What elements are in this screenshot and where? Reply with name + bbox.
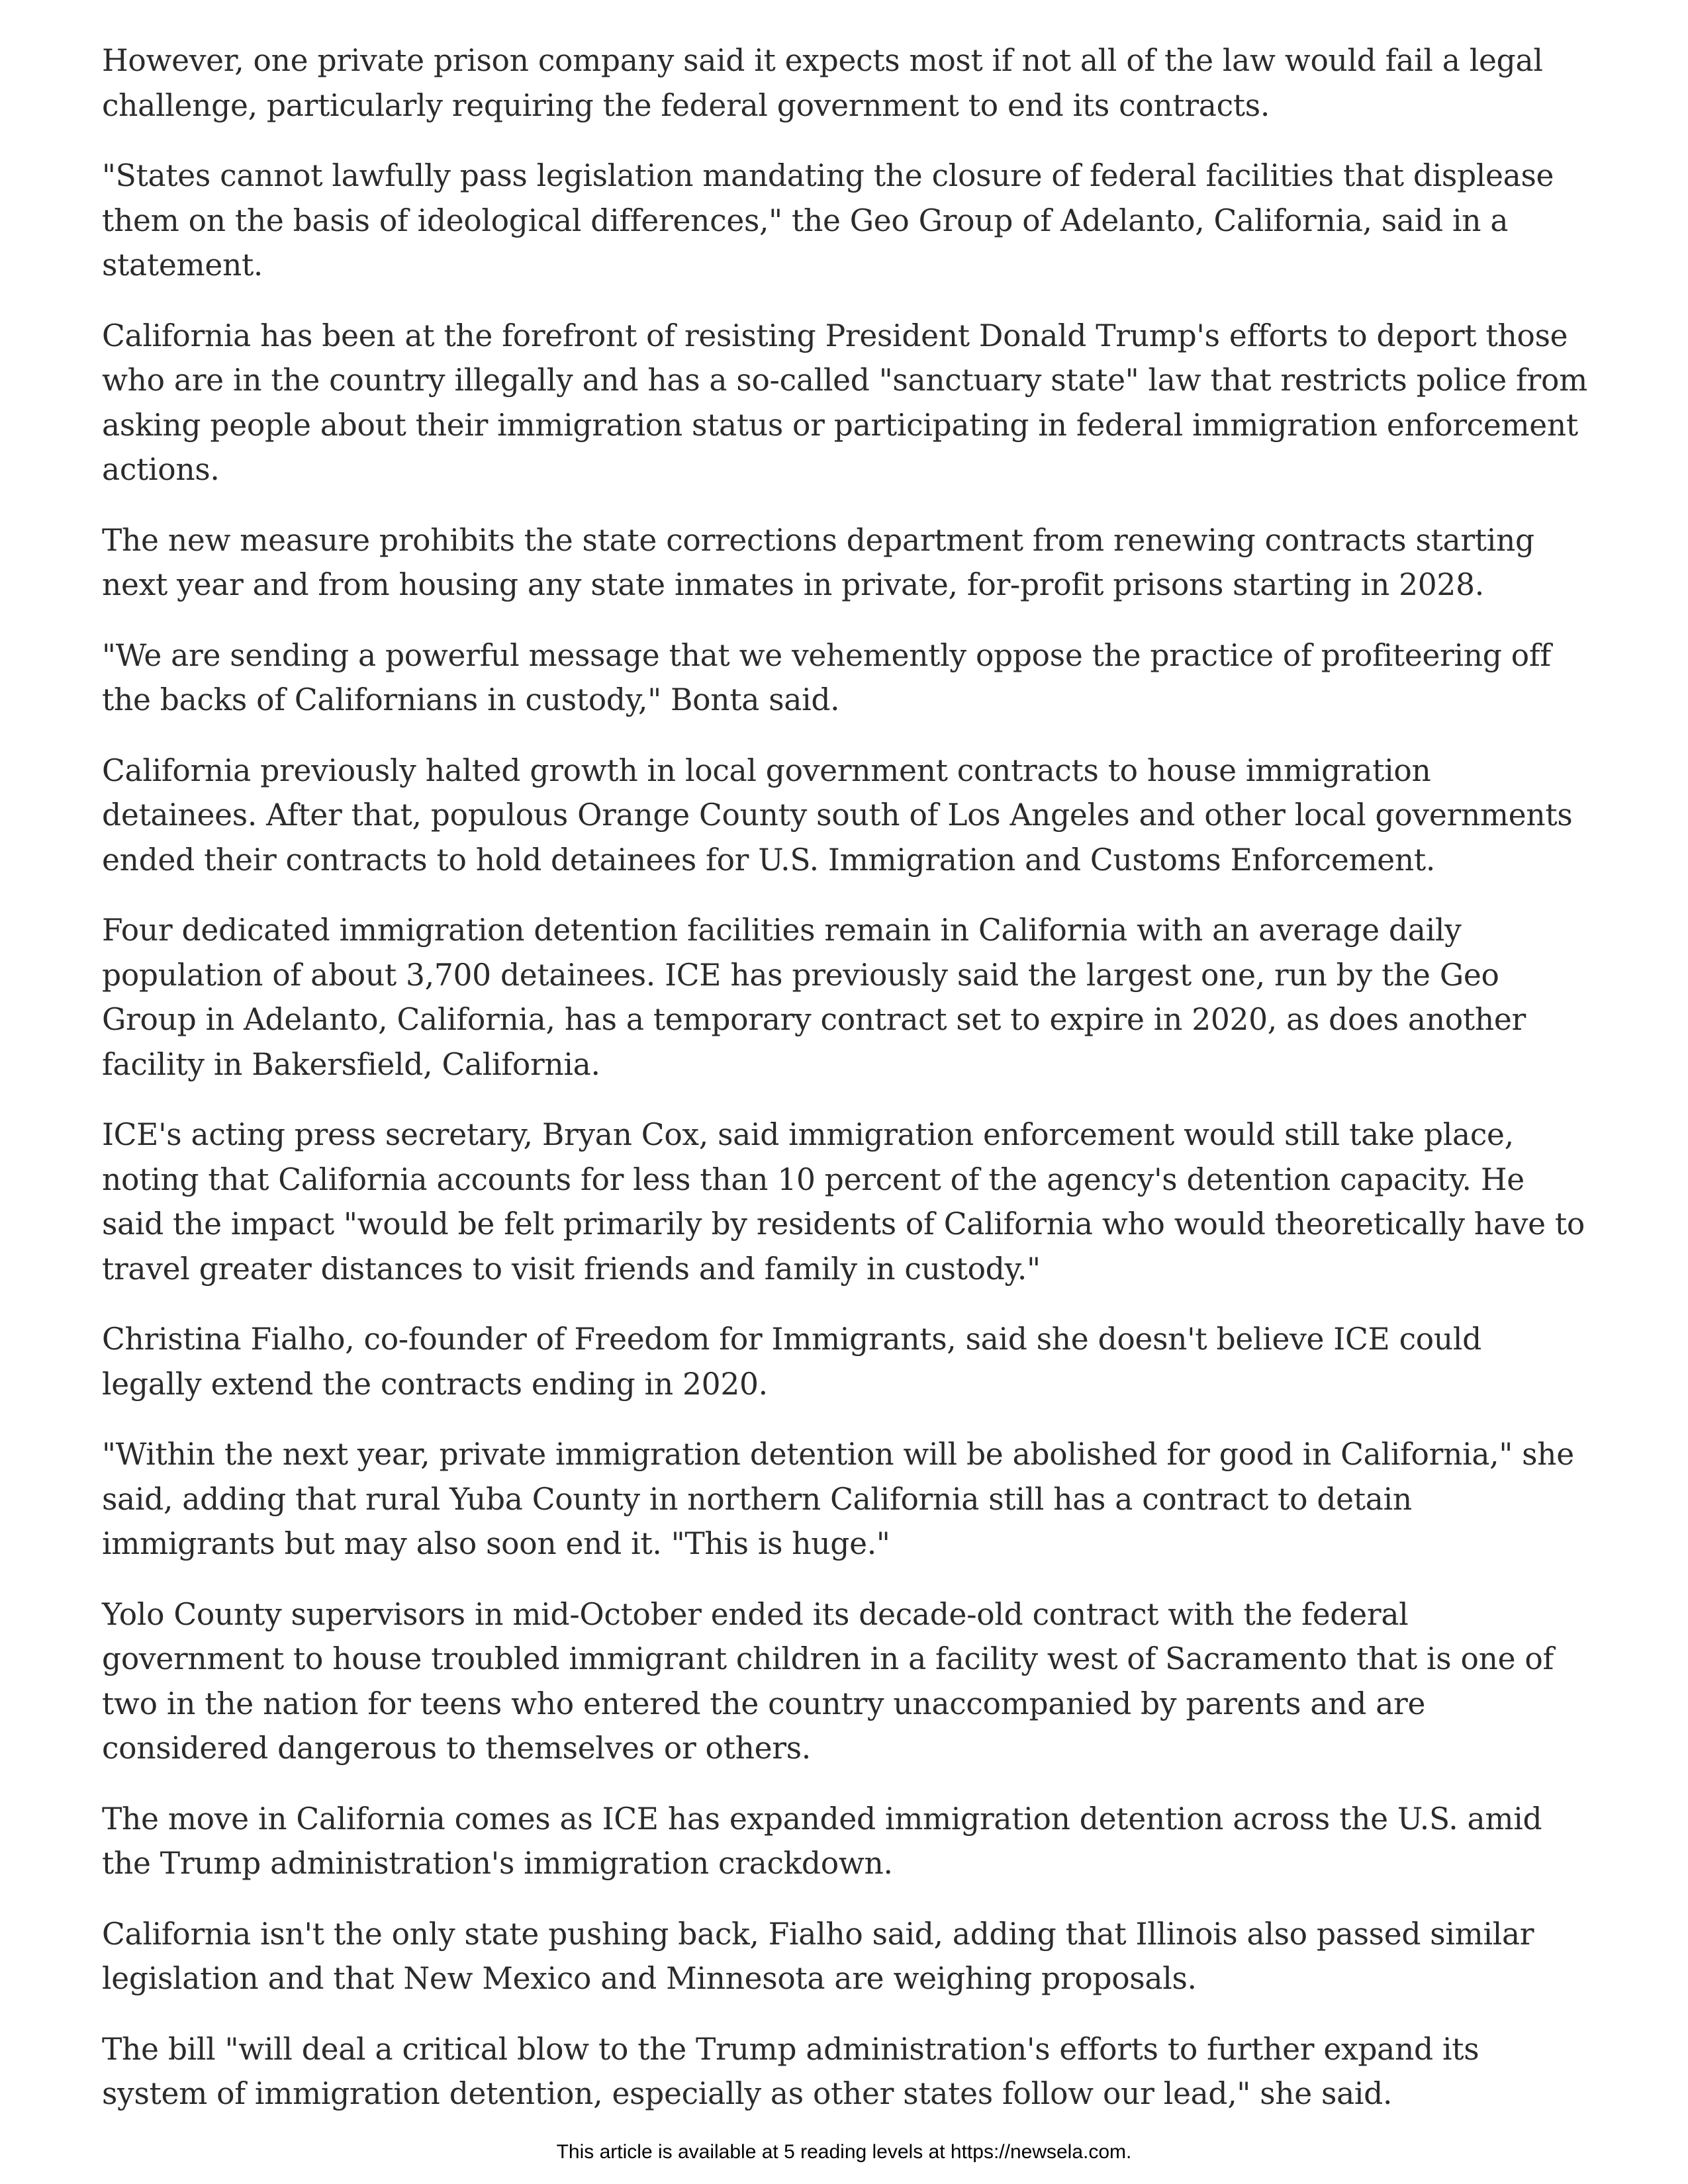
article-body xyxy=(102,38,1589,2142)
article-paragraph: The new measure prohibits the state corrections department from renewing contracts starting next year and from housing any state inmates in private, for-profit prisons starting in 2028. xyxy=(102,522,1534,602)
page-footer: This article is available at 5 reading levels at https://newsela.com. xyxy=(556,2141,1132,2163)
article-paragraph: "Within the next year, private immigration detention will be abolished for good in California," she said, adding that rural Yuba County in northern California still has a contract to detain immigrants but may also soon end it. "This is huge." xyxy=(102,1437,1574,1561)
article-paragraph: However, one private prison company said it expects most if not all of the law would fail a legal challenge, particularly requiring the federal government to end its contracts. xyxy=(102,43,1543,123)
article-paragraph: ICE's acting press secretary, Bryan Cox, said immigration enforcement would still take place, noting that California accounts for less than 10 percent of the agency's detention capacity. He said the impact "would be felt primarily by residents of California who would theoretically have to travel greater distances to visit friends and family in custody." xyxy=(102,1117,1585,1287)
article-paragraph: Christina Fialho, co-founder of Freedom for Immigrants, said she doesn't believe ICE could legally extend the contracts ending in 2020. xyxy=(102,1322,1481,1402)
article-paragraph: California isn't the only state pushing back, Fialho said, adding that Illinois also passed similar legislation and that New Mexico and Minnesota are weighing proposals. xyxy=(102,1916,1534,1996)
article-paragraph: "States cannot lawfully pass legislation mandating the closure of federal facilities that displease them on the basis of ideological differences," the Geo Group of Adelanto, California, said in a statement. xyxy=(102,158,1554,283)
article-paragraph: California previously halted growth in local government contracts to house immigration detainees. After that, populous Orange County south of Los Angeles and other local governments ended their contracts to hold detainees for U.S. Immigration and Customs Enforcement. xyxy=(102,752,1573,878)
article-paragraph: The bill "will deal a critical blow to the Trump administration's efforts to further expand its system of immigration detention, especially as other states follow our lead," she said. xyxy=(102,2031,1479,2111)
article-paragraph: Yolo County supervisors in mid-October ended its decade-old contract with the federal government to house troubled immigrant children in a facility west of Sacramento that is one of two in the nation for teens who entered the country unaccompanied by parents and are considered dangerous to themselves or others. xyxy=(102,1596,1554,1766)
article-paragraph: The move in California comes as ICE has expanded immigration detention across the U.S. amid the Trump administration's immigration crackdown. xyxy=(102,1801,1542,1881)
article-paragraph: California has been at the forefront of resisting President Donald Trump's efforts to deport those who are in the country illegally and has a so-called "sanctuary state" law that restricts police from asking people about their immigration status or participating in federal immigration enforcement actions. xyxy=(102,318,1587,487)
article-paragraph: "We are sending a powerful message that we vehemently oppose the practice of profiteering off the backs of Californians in custody," Bonta said. xyxy=(102,637,1551,717)
article-paragraph: Four dedicated immigration detention facilities remain in California with an average daily population of about 3,700 detainees. ICE has previously said the largest one, run by the Geo Group in Adelanto, California, has a temporary contract set to expire in 2020, as does another facility in Bakersfield, California. xyxy=(102,913,1526,1082)
